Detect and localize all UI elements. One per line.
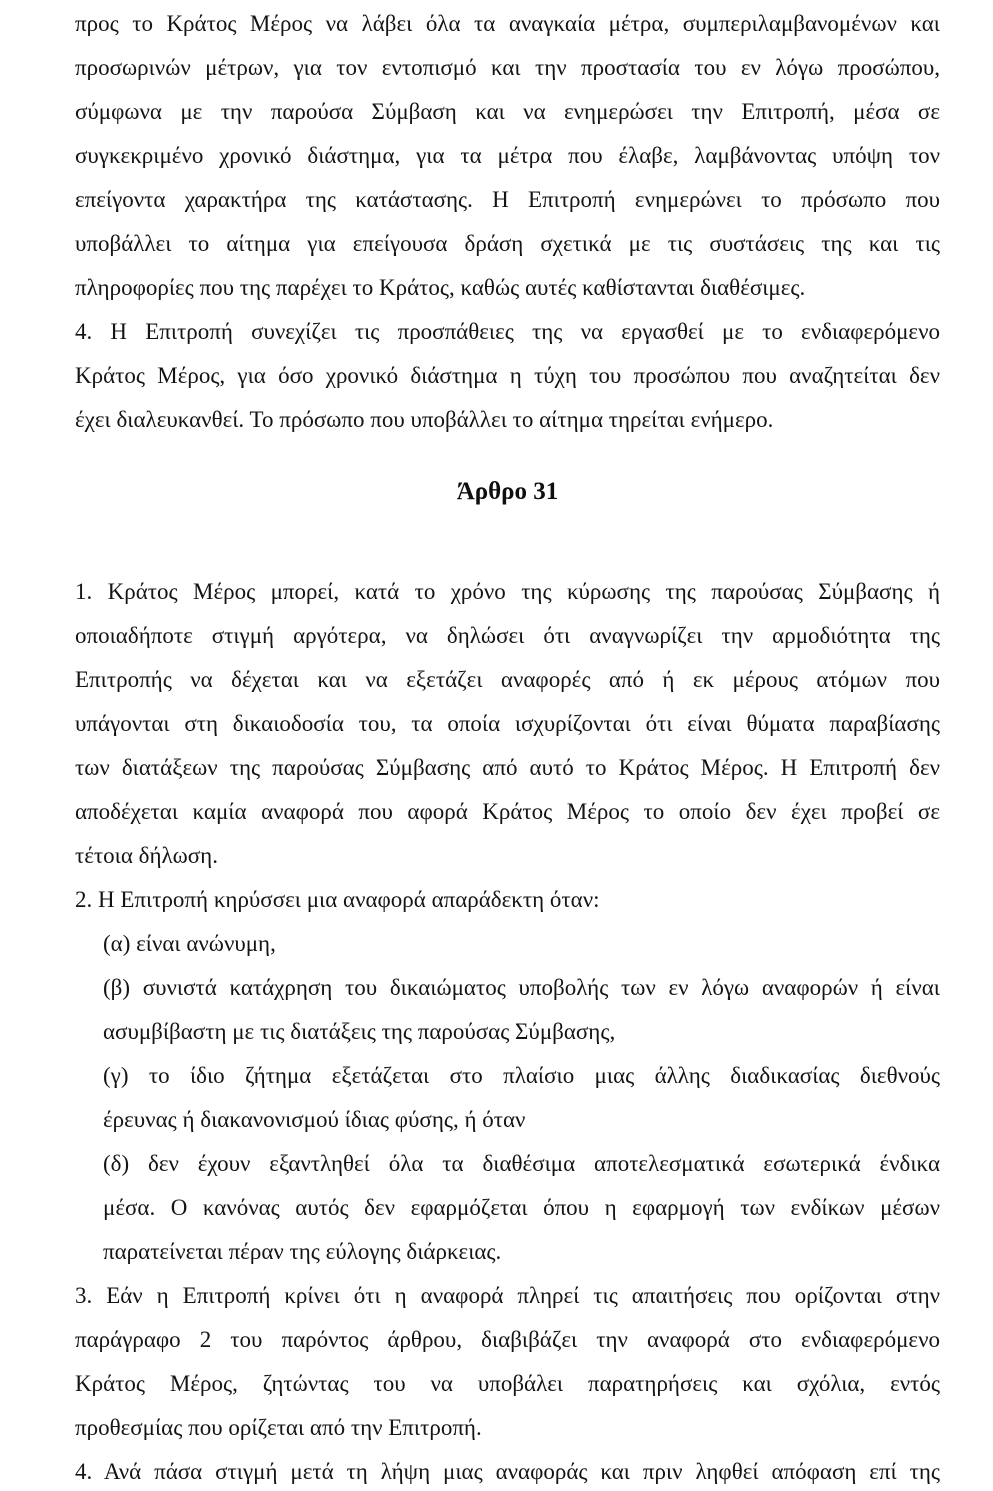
document-body <box>75 2 940 1491</box>
paragraph-continuation <box>75 2 940 310</box>
text-line: μέσα. Ο κανόνας αυτός δεν εφαρμόζεται όπου η εφαρμογή των ενδίκων μέσων <box>103 1195 940 1220</box>
text-line: Κράτος Μέρος, για όσο χρονικό διάστημα η τύχη του προσώπου που αναζητείται δεν <box>75 363 940 388</box>
text-line: παρατείνεται πέραν της εύλογης διάρκειας. <box>103 1239 502 1264</box>
text-line: αποδέχεται καμία αναφορά που αφορά Κράτος Μέρος το οποίο δεν έχει προβεί σε <box>75 799 940 824</box>
text-line: 1. Κράτος Μέρος μπορεί, κατά το χρόνο της κύρωσης της παρούσας Σύμβασης ή <box>75 579 940 604</box>
text-line: των διατάξεων της παρούσας Σύμβασης από αυτό το Κράτος Μέρος. Η Επιτροπή δεν <box>75 755 940 780</box>
text-line: (δ) δεν έχουν εξαντληθεί όλα τα διαθέσιμα αποτελεσματικά εσωτερικά ένδικα <box>103 1151 940 1176</box>
text-line: υποβάλλει το αίτημα για επείγουσα δράση σχετικά με τις συστάσεις της και τις <box>75 231 940 256</box>
text-line: υπάγονται στη δικαιοδοσία του, τα οποία ισχυρίζονται ότι είναι θύματα παραβίασης <box>75 711 940 736</box>
text-line: (α) είναι ανώνυμη, <box>103 931 276 956</box>
text-line: τέτοια δήλωση. <box>75 843 218 868</box>
paragraph-1 <box>75 570 940 878</box>
text-line: 4. Η Επιτροπή συνεχίζει τις προσπάθειες της να εργασθεί με το ενδιαφερόμενο <box>75 319 940 344</box>
text-line: προθεσμίας που ορίζεται από την Επιτροπή. <box>75 1415 482 1440</box>
text-line: 4. Ανά πάσα στιγμή μετά τη λήψη μιας αναφοράς και πριν ληφθεί απόφαση επί της <box>75 1459 940 1484</box>
text-line: 3. Εάν η Επιτροπή κρίνει ότι η αναφορά πληρεί τις απαιτήσεις που ορίζονται στην <box>75 1283 940 1308</box>
text-line: (γ) το ίδιο ζήτημα εξετάζεται στο πλαίσιο μιας άλλης διαδικασίας διεθνούς <box>103 1063 940 1088</box>
subitem-alpha <box>75 922 940 966</box>
text-line: Επιτροπής να δέχεται και να εξετάζει αναφορές από ή εκ μέρους ατόμων που <box>75 667 940 692</box>
text-line: έρευνας ή διακανονισμού ίδιας φύσης, ή όταν <box>103 1107 526 1132</box>
text-line: πληροφορίες που της παρέχει το Κράτος, καθώς αυτές καθίστανται διαθέσιμες. <box>75 275 806 300</box>
paragraph-4-article-31 <box>75 1450 940 1491</box>
paragraph-4-article-30 <box>75 310 940 442</box>
paragraph-3 <box>75 1274 940 1450</box>
text-line: προς το Κράτος Μέρος να λάβει όλα τα αναγκαία μέτρα, συμπεριλαμβανομένων και <box>75 11 940 36</box>
paragraph-2 <box>75 878 940 922</box>
text-line: έχει διαλευκανθεί. Το πρόσωπο που υποβάλλει το αίτημα τηρείται ενήμερο. <box>75 407 774 432</box>
subitem-delta <box>75 1142 940 1274</box>
text-line: επείγοντα χαρακτήρα της κατάστασης. Η Επιτροπή ενημερώνει το πρόσωπο που <box>75 187 940 212</box>
subitem-beta <box>75 966 940 1054</box>
text-line: συγκεκριμένο χρονικό διάστημα, για τα μέτρα που έλαβε, λαμβάνοντας υπόψη τον <box>75 143 940 168</box>
article-heading: Άρθρο 31 <box>456 478 559 505</box>
subitem-gamma <box>75 1054 940 1142</box>
text-line: παράγραφο 2 του παρόντος άρθρου, διαβιβάζει την αναφορά στο ενδιαφερόμενο <box>75 1327 940 1352</box>
text-line: Κράτος Μέρος, ζητώντας του να υποβάλει παρατηρήσεις και σχόλια, εντός <box>75 1371 940 1396</box>
text-line: 2. Η Επιτροπή κηρύσσει μια αναφορά απαράδεκτη όταν: <box>75 887 600 912</box>
text-line: προσωρινών μέτρων, για τον εντοπισμό και την προστασία του εν λόγω προσώπου, <box>75 55 940 80</box>
text-line: ασυμβίβαστη με τις διατάξεις της παρούσας Σύμβασης, <box>103 1019 616 1044</box>
text-line: σύμφωνα με την παρούσα Σύμβαση και να ενημερώσει την Επιτροπή, μέσα σε <box>75 99 940 124</box>
text-line: (β) συνιστά κατάχρηση του δικαιώματος υποβολής των εν λόγω αναφορών ή είναι <box>103 975 940 1000</box>
text-line: οποιαδήποτε στιγμή αργότερα, να δηλώσει ότι αναγνωρίζει την αρμοδιότητα της <box>75 623 940 648</box>
